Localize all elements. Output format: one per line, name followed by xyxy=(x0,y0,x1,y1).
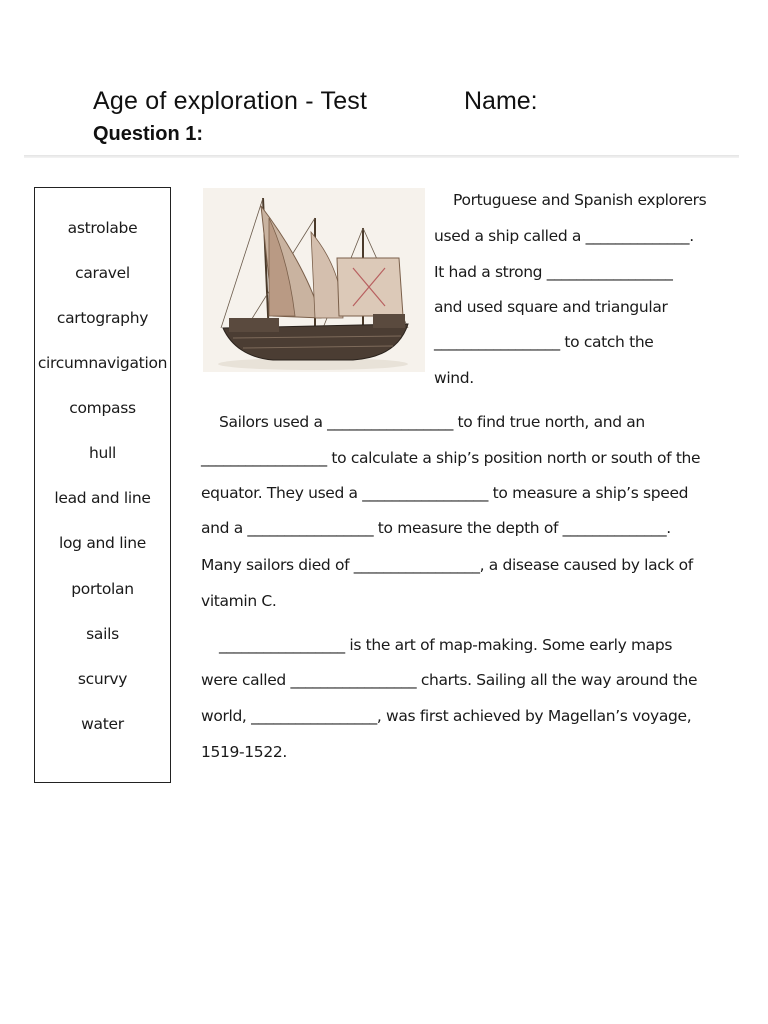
word-bank-item: scurvy xyxy=(77,670,128,688)
word-bank xyxy=(34,187,171,783)
passage-line: It had a strong _________________ xyxy=(434,263,673,281)
passage-line: equator. They used a _________________ to measure a ship’s speed xyxy=(201,484,689,502)
passage-line: _________________ to catch the xyxy=(434,333,654,351)
worksheet-title: Age of exploration - Test xyxy=(93,87,368,115)
passage-line: vitamin C. xyxy=(201,592,277,610)
word-bank-item: caravel xyxy=(75,264,130,282)
word-bank-item: lead and line xyxy=(54,489,151,507)
name-label: Name: xyxy=(464,87,538,115)
question-heading: Question 1: xyxy=(93,123,204,145)
word-bank-item: cartography xyxy=(56,309,149,327)
passage-line: were called _________________ charts. Sailing all the way around the xyxy=(201,671,698,689)
header-divider xyxy=(24,155,739,158)
word-bank-item: portolan xyxy=(71,580,134,598)
word-bank-item: circumnavigation xyxy=(37,354,168,372)
word-bank-item: compass xyxy=(69,399,136,417)
passage-line: 1519-1522. xyxy=(201,743,287,761)
passage-line: and used square and triangular xyxy=(434,298,668,316)
word-bank-item: hull xyxy=(88,444,117,462)
word-bank-item: astrolabe xyxy=(67,219,138,237)
passage-line: _________________ is the art of map-making. Some early maps xyxy=(219,636,673,654)
passage-line: _________________ to calculate a ship’s position north or south of the xyxy=(201,449,701,467)
passage-line: and a _________________ to measure the depth of ______________. xyxy=(201,519,671,537)
passage-line: world, _________________, was first achieved by Magellan’s voyage, xyxy=(201,707,692,725)
word-bank-item: water xyxy=(81,715,124,733)
word-bank-item: sails xyxy=(86,625,119,643)
passage-line: Sailors used a _________________ to find true north, and an xyxy=(219,413,645,431)
passage-line: Many sailors died of _________________, a disease caused by lack of xyxy=(201,556,693,574)
passage-line: wind. xyxy=(434,369,474,387)
passage-line: Portuguese and Spanish explorers xyxy=(453,191,707,209)
word-bank-item: log and line xyxy=(58,534,147,552)
caravel-ship-icon xyxy=(203,188,425,372)
passage-line: used a ship called a ______________. xyxy=(434,227,694,245)
